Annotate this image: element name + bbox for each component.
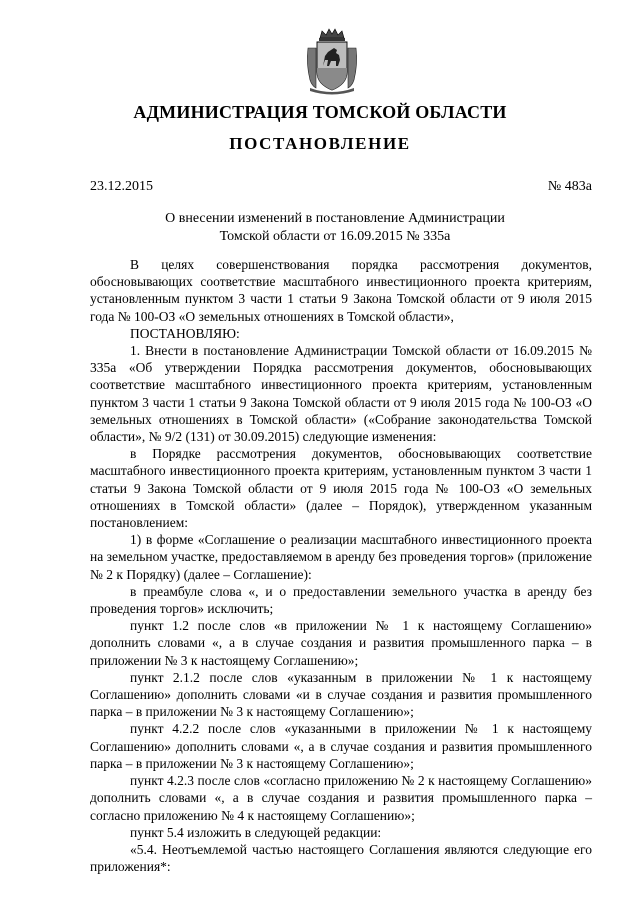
paragraph: пункт 2.1.2 после слов «указанным в приложении № 1 к настоящему Соглашению» дополнить словами «и в случае создания и развития промышленного парка – в приложении № 3 к настоящему Соглашению»; bbox=[90, 669, 592, 720]
coat-of-arms-icon bbox=[304, 28, 360, 96]
document-type-title: ПОСТАНОВЛЕНИЕ bbox=[229, 134, 411, 153]
paragraph: пункт 4.2.2 после слов «указанными в приложении № 1 к настоящему Соглашению» дополнить словами «, а в случае создания и развития промышленного парка – в приложении № 3 к настоящему Соглашению»; bbox=[90, 721, 592, 771]
subject-line: Томской области от 16.09.2015 № 335а bbox=[219, 229, 451, 244]
paragraph-preamble: В целях совершенствования порядка рассмотрения документов, обосновывающих соответствие масштабного инвестиционного проекта критериям, установленным пунктом 3 части 1 статьи 9 Закона Томской области от 9 июля 2015 года № 100-ОЗ «О земельных отношениях в Томской области», bbox=[90, 257, 592, 324]
paragraph: 1. Внести в постановление Администрации Томской области от 16.09.2015 № 335а «Об утверждении Порядка рассмотрения документов, обосновывающих соответствие масштабного инвестиционного проекта критериям, установленным пунктом 3 части 1 статьи 9 Закона Томской области от 9 июля 2015 года № 100-ОЗ «О земельных отношениях в Томской области» («Собрание законодательства Томской области», № 9/2 (131) от 30.09.2015) следующие изменения: bbox=[90, 343, 592, 445]
paragraph: 1) в форме «Соглашение о реализации масштабного инвестиционного проекта на земельном участке, предоставляемом в аренду без проведения торгов» (приложение № 2 к Порядку) (далее – Соглашение): bbox=[90, 532, 592, 582]
paragraph: «5.4. Неотъемлемой частью настоящего Соглашения являются следующие его приложения*: bbox=[90, 841, 592, 875]
subject-line: О внесении изменений в постановление Администрации bbox=[165, 211, 505, 226]
paragraph: в преамбуле слова «, и о предоставлении земельного участка в аренду без проведения торгов» исключить; bbox=[90, 583, 592, 617]
paragraph: пункт 1.2 после слов «в приложении № 1 к настоящему Соглашению» дополнить словами «, а в случае создания и развития промышленного парка – в приложении № 3 к настоящему Соглашению»; bbox=[90, 618, 592, 668]
document-body bbox=[90, 256, 592, 875]
paragraph: в Порядке рассмотрения документов, обосновывающих соответствие масштабного инвестиционного проекта критериям, установленным пунктом 3 части 1 статьи 9 Закона Томской области от 9 июля 2015 года № 100-ОЗ «О земельных отношениях в Томской области» (далее – Порядок), утвержденном указанным постановлением: bbox=[90, 446, 592, 531]
organization-title: АДМИНИСТРАЦИЯ ТОМСКОЙ ОБЛАСТИ bbox=[133, 102, 507, 122]
document-date: 23.12.2015 bbox=[90, 179, 153, 194]
paragraph: пункт 4.2.3 после слов «согласно приложению № 2 к настоящему Соглашению» дополнить словами «, а в случае создания и развития промышленного парка – согласно приложению № 4 к настоящему Соглашению»; bbox=[90, 773, 592, 823]
document-subject bbox=[120, 210, 550, 246]
paragraph: пункт 5.4 изложить в следующей редакции: bbox=[130, 824, 382, 840]
document-number: № 483а bbox=[547, 179, 592, 194]
paragraph-resolve: ПОСТАНОВЛЯЮ: bbox=[130, 325, 240, 341]
